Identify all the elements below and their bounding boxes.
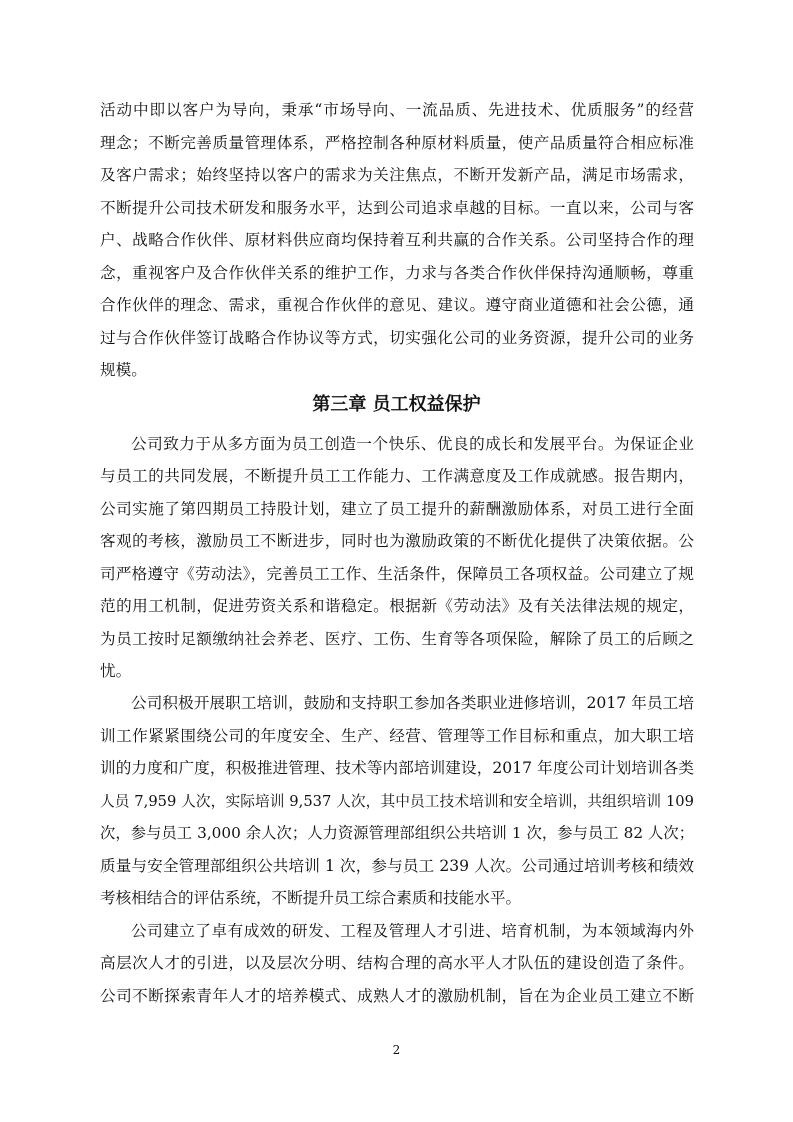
paragraph-1-line-6: 念，重视客户及合作伙伴关系的维护工作，力求与各类合作伙伴保持沟通顺畅，尊重 [100, 264, 694, 282]
chapter-heading: 第三章 员工权益保护 [312, 394, 481, 415]
paragraph-3-line-7: 考核相结合的评估系统，不断提升员工综合素质和技能水平。 [100, 889, 522, 907]
paragraph-1-line-3: 及客户需求；始终坚持以客户的需求为关注焦点，不断开发新产品，满足市场需求， [100, 166, 694, 184]
paragraph-1-line-4: 不断提升公司技术研发和服务水平，达到公司追求卓越的目标。一直以来，公司与客 [100, 199, 694, 217]
paragraph-1-line-1: 活动中即以客户为导向，秉承“市场导向、一流品质、先进技术、优质服务”的经营 [100, 101, 694, 119]
paragraph-2-line-5: 司严格遵守《劳动法》，完善员工工作、生活条件，保障员工各项权益。公司建立了规 [100, 565, 694, 583]
paragraph-3-line-2: 训工作紧紧围绕公司的年度安全、生产、经营、管理等工作目标和重点，加大职工培 [100, 727, 694, 745]
paragraph-2-line-6: 范的用工机制，促进劳资关系和谐稳定。根据新《劳动法》及有关法律法规的规定， [100, 597, 694, 615]
paragraph-2-line-4: 客观的考核，激励员工不断进步，同时也为激励政策的不断优化提供了决策依据。公 [100, 532, 694, 550]
paragraph-3-line-3: 训的力度和广度，积极推进管理、技术等内部培训建设，2017 年度公司计划培训各类 [100, 759, 694, 777]
paragraph-3-line-1: 公司积极开展职工培训，鼓励和支持职工参加各类职业进修培训，2017 年员工培 [131, 694, 694, 712]
paragraph-2-line-2: 与员工的共同发展，不断提升员工工作能力、工作满意度及工作成就感。报告期内， [100, 467, 694, 485]
paragraph-4-line-1: 公司建立了卓有成效的研发、工程及管理人才引进、培育机制，为本领域海内外 [131, 922, 694, 940]
paragraph-2-line-8: 忧。 [100, 662, 132, 680]
paragraph-1-line-7: 合作伙伴的理念、需求，重视合作伙伴的意见、建议。遵守商业道德和社会公德，通 [100, 296, 694, 314]
paragraph-3-line-6: 质量与安全管理部组织公共培训 1 次，参与员工 239 人次。公司通过培训考核和绩效 [100, 857, 694, 875]
paragraph-1-line-8: 过与合作伙伴签订战略合作协议等方式，切实强化公司的业务资源，提升公司的业务 [100, 329, 694, 347]
paragraph-1-line-5: 户、战略合作伙伴、原材料供应商均保持着互利共赢的合作关系。公司坚持合作的理 [100, 231, 694, 249]
paragraph-2-line-7: 为员工按时足额缴纳社会养老、医疗、工伤、生育等各项保险，解除了员工的后顾之 [100, 630, 694, 648]
paragraph-3-line-5: 次，参与员工 3,000 余人次；人力资源管理部组织公共培训 1 次，参与员工 82 人次； [100, 824, 694, 842]
paragraph-3-line-4: 人员 7,959 人次，实际培训 9,537 人次，其中员工技术培训和安全培训，共组织培训 109 [100, 793, 694, 810]
paragraph-1-line-2: 理念；不断完善质量管理体系，严格控制各种原材料质量，使产品质量符合相应标准 [100, 134, 694, 152]
page-number: 2 [392, 1043, 401, 1057]
paragraph-4-line-2: 高层次人才的引进，以及层次分明、结构合理的高水平人才队伍的建设创造了条件。 [100, 954, 694, 972]
paragraph-4-line-3: 公司不断探索青年人才的培养模式、成熟人才的激励机制，旨在为企业员工建立不断 [100, 987, 694, 1005]
paragraph-2-line-3: 公司实施了第四期员工持股计划，建立了员工提升的薪酬激励体系，对员工进行全面 [100, 500, 694, 518]
paragraph-2-line-1: 公司致力于从多方面为员工创造一个快乐、优良的成长和发展平台。为保证企业 [131, 435, 694, 453]
paragraph-1-line-9: 规模。 [100, 361, 147, 379]
